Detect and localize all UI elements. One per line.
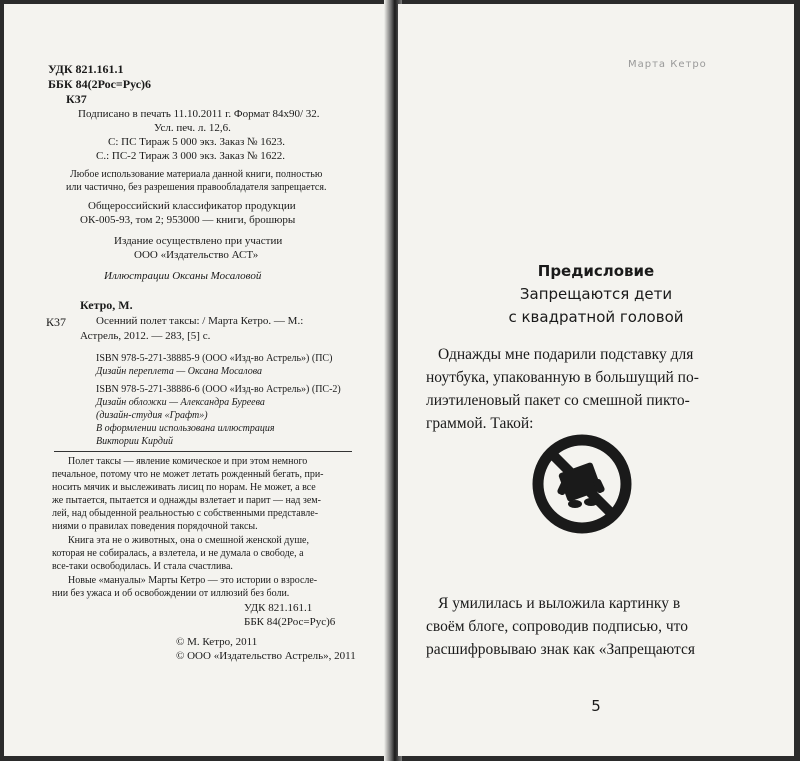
print-info-3: С: ПС Тираж 5 000 экз. Заказ № 1623. bbox=[108, 136, 286, 148]
paragraph-line: Однажды мне подарили подставку для bbox=[438, 346, 694, 363]
paragraph-line: лиэтиленовый пакет со смешной пикто- bbox=[426, 392, 690, 409]
paragraph-1 bbox=[426, 343, 772, 435]
annotation-line: лей, над обыденной реальностью с собственными представле- bbox=[52, 508, 319, 519]
running-head: Марта Кетро bbox=[628, 59, 707, 70]
isbn-1: ISBN 978-5-271-38885-9 (ООО «Изд-во Астрель») (ПС) bbox=[96, 353, 333, 364]
annotation-line: Полет таксы — явление комическое и при этом немного bbox=[68, 456, 308, 467]
paragraph-line: своём блоге, сопроводив подписью, что bbox=[426, 618, 688, 635]
description-1: Осенний полет таксы: / Марта Кетро. — М.: bbox=[96, 315, 304, 327]
copyright-1: © М. Кетро, 2011 bbox=[176, 636, 258, 648]
page-number: 5 bbox=[591, 697, 601, 715]
design-1: Дизайн переплета — Оксана Мосалова bbox=[96, 366, 263, 377]
publisher-1: Издание осуществлено при участии bbox=[114, 235, 283, 247]
paragraph-line: граммой. Такой: bbox=[426, 415, 534, 432]
paragraph-line: Я умилилась и выложила картинку в bbox=[438, 595, 681, 612]
paragraph-line: расшифровываю знак как «Запрещаются bbox=[426, 641, 696, 658]
chapter-title-line-1: Запрещаются дети bbox=[519, 285, 673, 303]
paragraph-line: ноутбука, упакованную в большущий по- bbox=[426, 369, 699, 386]
annotation-line: нии без ужаса и об освобождении от иллюзий без боли. bbox=[52, 588, 290, 599]
annotation-line: Книга эта не о животных, она о смешной женской душе, bbox=[68, 535, 309, 546]
annotation-line: ниями о правилах поведения порядочной таксы. bbox=[52, 521, 258, 532]
annotation-line: печальное, потому что не может летать рожденный бегать, при- bbox=[52, 469, 324, 480]
paragraph-2 bbox=[426, 592, 772, 661]
illustrations: Иллюстрации Оксаны Мосаловой bbox=[104, 270, 262, 282]
catalog-code: К37 bbox=[66, 92, 87, 106]
catalog-code-2: К37 bbox=[46, 315, 67, 329]
print-info-1: Подписано в печать 11.10.2011 г. Формат 84х90/ 32. bbox=[78, 108, 320, 120]
design-3: (дизайн-студия «Графт») bbox=[96, 410, 208, 421]
annotation-line: носить мячик и выслеживать лисиц по норам. Не может, а все bbox=[52, 482, 316, 493]
right-page bbox=[398, 4, 794, 756]
bbk: ББК 84(2Рос=Рус)6 bbox=[48, 77, 152, 91]
annotation-line: же пытается, пытается и однажды взлетает и парит — над зем- bbox=[52, 495, 321, 506]
isbn-2: ISBN 978-5-271-38886-6 (ООО «Изд-во Астрель») (ПС-2) bbox=[96, 384, 341, 395]
publisher-2: ООО «Издательство АСТ» bbox=[134, 249, 259, 261]
design-4: В оформлении использована иллюстрация bbox=[96, 423, 275, 434]
annotation-line: все-таки освободилась. И стала счастлива. bbox=[52, 561, 233, 572]
classifier-2: ОК-005-93, том 2; 953000 — книги, брошюры bbox=[80, 214, 296, 226]
design-5: Виктории Кирдий bbox=[96, 436, 173, 447]
bbk-bottom: ББК 84(2Рос=Рус)6 bbox=[244, 616, 336, 628]
rights-1: Любое использование материала данной книги, полностью bbox=[70, 169, 323, 180]
print-info-4: С.: ПС-2 Тираж 3 000 экз. Заказ № 1622. bbox=[96, 150, 285, 162]
print-info-2: Усл. печ. л. 12,6. bbox=[154, 122, 231, 134]
annotation-line: Новые «мануалы» Марты Кетро — это истории о взросле- bbox=[68, 575, 318, 586]
description-2: Астрель, 2012. — 283, [5] с. bbox=[80, 330, 211, 342]
author: Кетро, М. bbox=[80, 298, 133, 312]
design-2: Дизайн обложки — Александра Буреева bbox=[96, 397, 265, 408]
classifier-1: Общероссийский классификатор продукции bbox=[88, 200, 296, 212]
copyright-2: © ООО «Издательство Астрель», 2011 bbox=[176, 650, 356, 662]
udk-bottom: УДК 821.161.1 bbox=[244, 602, 313, 614]
rights-2: или частично, без разрешения правообладателя запрещается. bbox=[66, 182, 327, 193]
left-page bbox=[4, 4, 388, 756]
chapter-label: Предисловие bbox=[537, 262, 655, 280]
no-children-pictogram-icon bbox=[529, 431, 635, 537]
chapter-title-line-2: с квадратной головой bbox=[508, 308, 684, 326]
udk: УДК 821.161.1 bbox=[48, 62, 124, 76]
divider bbox=[54, 451, 352, 452]
annotation-line: которая не собиралась, а взлетела, и не думала о свободе, а bbox=[52, 548, 304, 559]
